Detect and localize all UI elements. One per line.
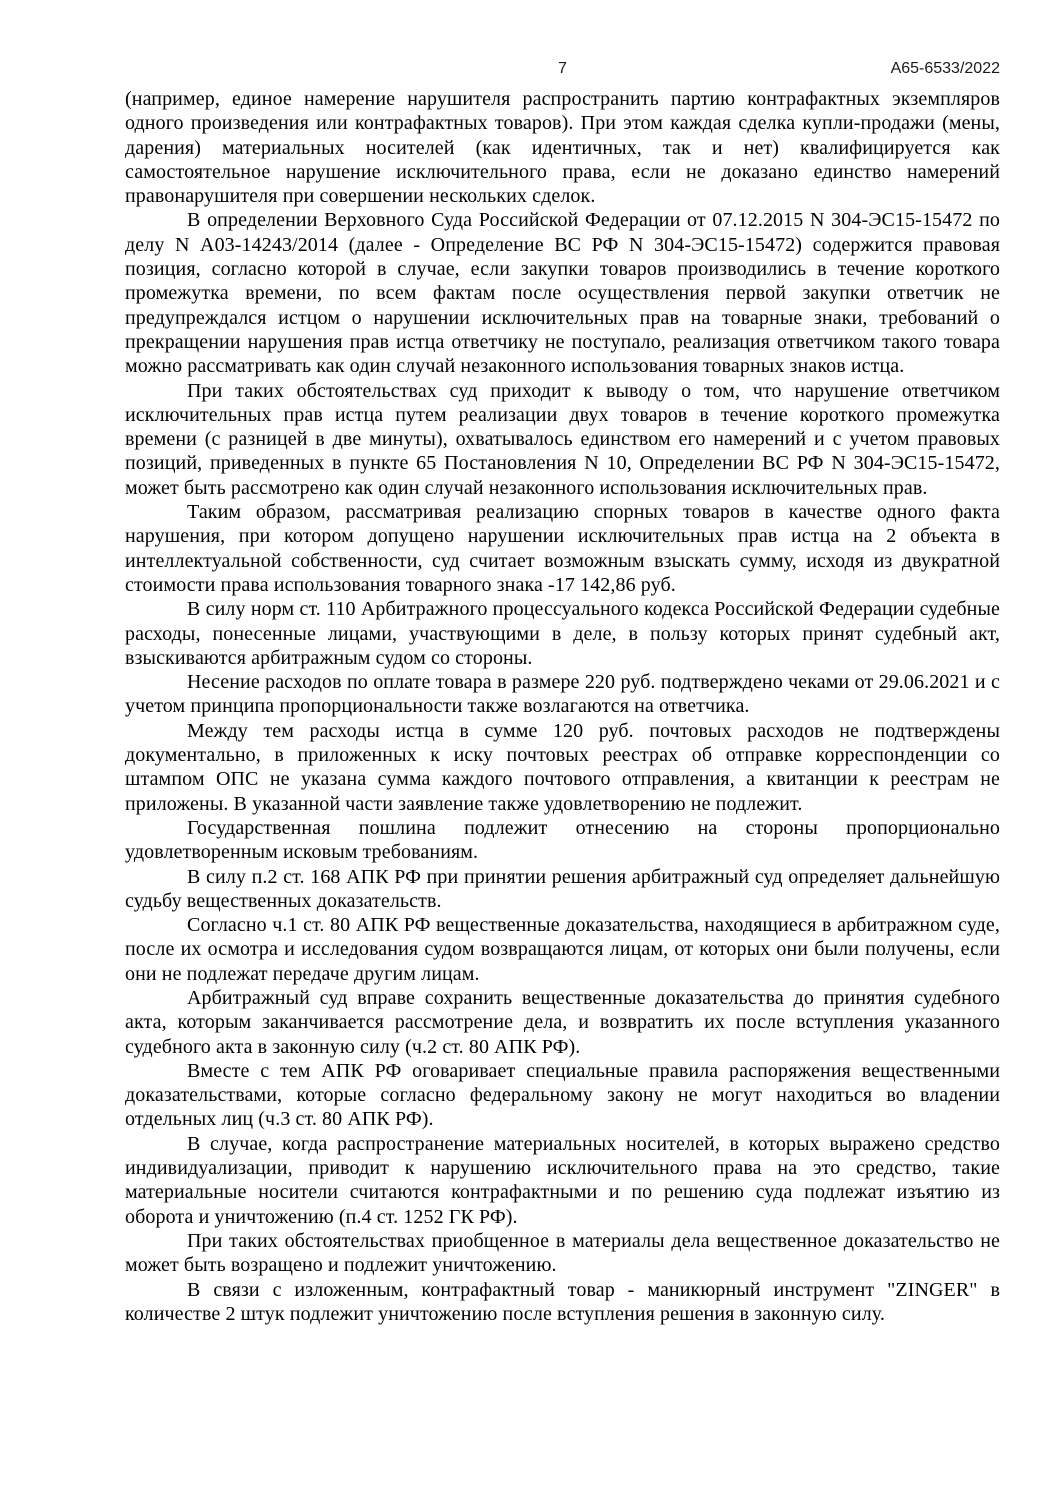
paragraph: Несение расходов по оплате товара в размере 220 руб. подтверждено чеками от 29.06.2021 и с учетом принципа пропорциональности также возлагаются на ответчика. <box>125 671 1000 718</box>
paragraph: В случае, когда распространение материальных носителей, в которых выражено средство индивидуализации, приводит к нарушению исключительного права на это средство, такие материальные носители считаются контрафактными и по решению суда подлежат изъятию из оборота и уничтожению (п.4 ст. 1252 ГК РФ). <box>125 1132 1000 1228</box>
paragraph: Вместе с тем АПК РФ оговаривает специальные правила распоряжения вещественными доказательствами, которые согласно федеральному закону не могут находиться во владении отдельных лиц (ч.3 ст. 80 АПК РФ). <box>125 1059 1000 1131</box>
paragraph: В связи с изложенным, контрафактный товар - маникюрный инструмент "ZINGER" в количестве 2 штук подлежит уничтожению после вступления решения в законную силу. <box>125 1278 1000 1325</box>
paragraph: В силу п.2 ст. 168 АПК РФ при принятии решения арбитражный суд определяет дальнейшую судьбу вещественных доказательств. <box>125 865 1000 912</box>
paragraph: Между тем расходы истца в сумме 120 руб. почтовых расходов не подтверждены документально, в приложенных к иску почтовых реестрах об отправке корреспонденции со штампом ОПС не указана сумма каждого почтового отправления, а квитанции к реестрам не приложены. В указанной части заявление также удовлетворению не подлежит. <box>125 719 1000 815</box>
case-number: А65-6533/2022 <box>890 60 1000 77</box>
paragraph: При таких обстоятельствах суд приходит к выводу о том, что нарушение ответчиком исключительных прав истца путем реализации двух товаров в течение короткого промежутка времени (с разницей в две минуты), охватывалось единством его намерений и с учетом правовых позиций, приведенных в пункте 65 Постановления N 10, Определении ВС РФ N 304-ЭС15-15472, может быть рассмотрено как один случай незаконного использования исключительных прав. <box>125 379 1000 499</box>
page-number: 7 <box>558 60 567 77</box>
page-header <box>125 60 1000 78</box>
document-body <box>125 87 1000 1326</box>
paragraph: В силу норм ст. 110 Арбитражного процессуального кодекса Российской Федерации судебные расходы, понесенные лицами, участвующими в деле, в пользу которых принят судебный акт, взыскиваются арбитражным судом со стороны. <box>125 598 1000 669</box>
paragraph: При таких обстоятельствах приобщенное в материалы дела вещественное доказательство не может быть возращено и подлежит уничтожению. <box>125 1229 1000 1277</box>
paragraph: (например, единое намерение нарушителя распространить партию контрафактных экземпляров одного произведения или контрафактных товаров). При этом каждая сделка купли-продажи (мены, дарения) материальных носителей (как идентичных, так и нет) квалифицируется как самостоятельное нарушение исключительного права, если не доказано единство намерений правонарушителя при совершении нескольких сделок. <box>125 88 1000 208</box>
paragraph: Государственная пошлина подлежит отнесению на стороны пропорционально удовлетворенным исковым требованиям. <box>125 816 1000 864</box>
paragraph: Таким образом, рассматривая реализацию спорных товаров в качестве одного факта нарушения, при котором допущено нарушении исключительных прав истца на 2 объекта в интеллектуальной собственности, суд считает возможным взыскать сумму, исходя из двукратной стоимости права использования товарного знака -17 142,86 руб. <box>125 501 1000 596</box>
paragraph: Арбитражный суд вправе сохранить вещественные доказательства до принятия судебного акта, которым заканчивается рассмотрение дела, и возвратить их после вступления указанного судебного акта в законную силу (ч.2 ст. 80 АПК РФ). <box>125 986 1000 1058</box>
paragraph: Согласно ч.1 ст. 80 АПК РФ вещественные доказательства, находящиеся в арбитражном суде, после их осмотра и исследования судом возвращаются лицам, от которых они были получены, если они не подлежат передаче другим лицам. <box>125 914 1000 985</box>
paragraph: В определении Верховного Суда Российской Федерации от 07.12.2015 N 304-ЭС15-15472 по делу N А03-14243/2014 (далее - Определение ВС РФ N 304-ЭС15-15472) содержится правовая позиция, согласно которой в случае, если закупки товаров производились в течение короткого промежутка времени, по всем фактам после осуществления первой закупки ответчик не предупреждался истцом о нарушении исключительных прав на товарные знаки, требований о прекращении нарушения прав истца ответчику не поступало, реализация ответчиком такого товара можно рассматривать как один случай незаконного использования товарных знаков истца. <box>125 209 1000 378</box>
